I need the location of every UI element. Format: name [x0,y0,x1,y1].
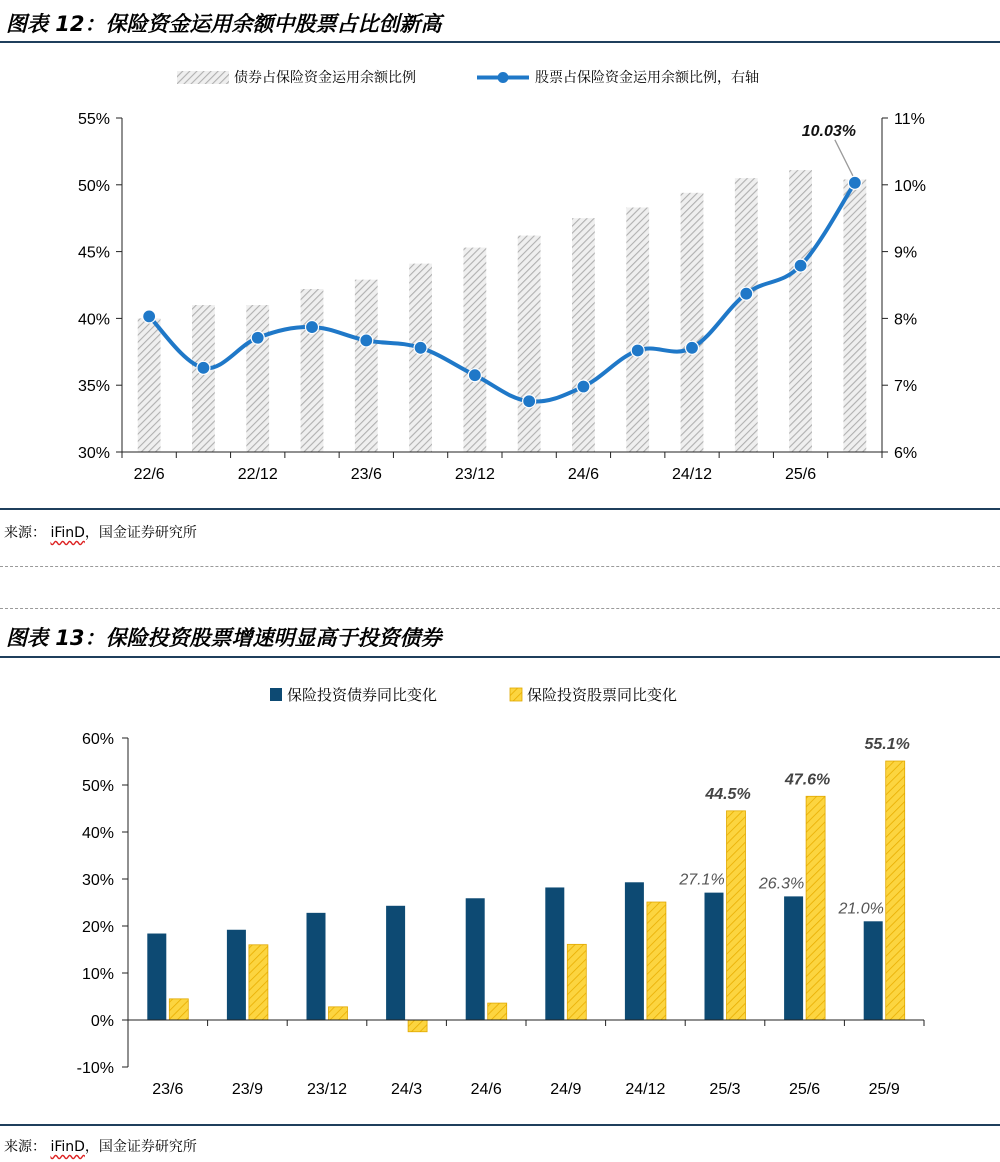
stock-data-label: 44.5% [705,785,751,803]
x-tick-label: 25/3 [709,1081,741,1098]
y-tick-label: 40% [81,825,114,842]
figure2-chart [0,662,1000,1122]
bond-share-bar [463,248,486,452]
x-tick-label: 22/12 [237,466,278,483]
y-right-tick-label: 9% [894,244,918,262]
stock-growth-bar [169,999,188,1020]
bond-data-label: 26.3% [758,875,805,893]
stock-share-point [686,341,699,354]
figure1-chart [0,48,1000,518]
source-ifind: iFinD [50,525,85,541]
bond-growth-bar [625,882,644,1020]
x-tick-label: 25/6 [785,466,817,483]
y-tick-label: 30% [81,872,114,889]
legend-bond-label: 债券占保险资金运用余额比例 [234,70,416,86]
bond-share-bar [192,305,215,452]
legend-bond-swatch [177,71,229,84]
y-tick-label: 10% [81,966,114,983]
x-tick-label: 24/12 [625,1081,666,1098]
bond-share-bar [626,208,649,452]
source-rest: ，国金证券研究所 [84,1139,197,1155]
figure1-source [4,522,197,542]
stock-growth-bar [886,761,905,1020]
bond-share-bar [843,179,866,452]
stock-growth-bar [488,1003,507,1020]
bond-data-label: 27.1% [679,871,725,889]
figure2-top-rule [0,656,1000,658]
source-ifind: iFinD [50,1139,85,1155]
stock-share-point [414,341,427,354]
stock-growth-bar [329,1007,348,1020]
y-left-tick-label: 35% [77,378,110,396]
stock-growth-bar [567,944,586,1020]
bond-share-bar [789,170,812,452]
stock-share-point [794,259,807,272]
stock-growth-bar [647,902,666,1020]
figure1-top-rule [0,41,1000,43]
annotation-leader [835,140,853,176]
figure1-title: 图表 12：保险资金运用余额中股票占比创新高 [6,12,442,36]
legend-stock-label: 股票占保险资金运用余额比例，右轴 [535,70,759,86]
stock-share-point [631,344,644,357]
separator-dashed-1 [0,566,1000,567]
legend-bonds-label: 保险投资债券同比变化 [287,686,438,704]
figure2-source [4,1136,197,1156]
stock-share-point [577,380,590,393]
y-tick-label: 50% [81,778,114,795]
source-prefix: 来源： [4,525,46,541]
bond-growth-bar [147,934,166,1020]
y-left-tick-label: 55% [77,111,110,128]
legend-bonds-swatch [270,688,282,701]
y-left-tick-label: 50% [77,177,110,195]
x-tick-label: 24/6 [470,1081,502,1098]
y-right-tick-label: 8% [894,311,918,329]
stock-share-point [848,176,861,189]
annotation-label: 10.03% [801,122,856,140]
bond-share-bar [301,289,324,452]
legend-stocks-label: 保险投资股票同比变化 [527,686,678,704]
figure2-legend [270,686,677,704]
bond-share-bar [138,318,161,452]
x-tick-label: 22/6 [133,466,165,483]
bond-growth-bar [386,906,405,1020]
x-tick-label: 23/12 [454,466,495,483]
stock-growth-bar [806,796,825,1020]
bond-share-bar [409,264,432,452]
y-right-tick-label: 6% [894,445,918,462]
separator-dashed-2 [0,608,1000,609]
x-tick-label: 23/6 [350,466,382,483]
bond-growth-bar [466,898,485,1020]
x-tick-label: 23/12 [306,1081,348,1098]
y-tick-label: 0% [90,1013,114,1030]
y-left-tick-label: 45% [77,244,110,262]
bond-share-bar [681,193,704,452]
figure1-legend [177,69,759,86]
bond-growth-bar [307,913,326,1020]
x-tick-label: 24/3 [391,1081,423,1098]
stock-growth-bar [408,1020,427,1032]
bond-share-bar [735,178,758,452]
x-tick-label: 25/6 [789,1081,821,1098]
stock-share-point [306,321,319,334]
stock-share-point [360,334,373,347]
x-tick-label: 23/6 [152,1081,184,1098]
stock-data-label: 55.1% [864,736,910,754]
y-tick-label: 60% [81,731,114,748]
bond-share-bar [246,305,269,452]
x-tick-label: 23/9 [231,1081,263,1098]
legend-stock-marker [498,72,509,83]
stock-data-label: 47.6% [784,771,831,789]
y-left-tick-label: 30% [77,445,110,462]
bond-growth-bar [784,896,803,1020]
y-right-tick-label: 7% [894,378,918,396]
stock-share-point [468,369,481,382]
bond-data-label: 21.0% [838,900,884,918]
y-left-tick-label: 40% [77,311,110,329]
stock-share-point [197,361,210,374]
x-tick-label: 25/9 [868,1081,900,1098]
legend-stocks-swatch [510,688,522,701]
x-tick-label: 24/12 [671,466,713,483]
bond-share-bar [572,218,595,452]
bond-growth-bar [705,893,724,1020]
stock-share-point [523,395,536,408]
stock-share-point [740,287,753,300]
source-prefix: 来源： [4,1139,46,1155]
stock-share-point [143,310,156,323]
bond-growth-bar [864,921,883,1020]
bond-growth-bar [227,930,246,1020]
figure2-title: 图表 13：保险投资股票增速明显高于投资债券 [6,626,442,650]
x-tick-label: 24/9 [550,1081,582,1098]
figure1-bottom-rule [0,508,1000,510]
stock-growth-bar [249,945,268,1020]
stock-growth-bar [727,811,746,1020]
y-right-tick-label: 10% [894,177,927,195]
y-tick-label: 20% [81,919,114,936]
bond-growth-bar [545,887,564,1020]
y-right-tick-label: 11% [894,111,925,128]
stock-share-point [251,331,264,344]
bond-share-bar [355,280,378,452]
y-tick-label: -10% [76,1060,114,1077]
figure2-bottom-rule [0,1124,1000,1126]
bond-share-bar [518,236,541,452]
source-rest: ，国金证券研究所 [84,525,197,541]
x-tick-label: 24/6 [567,466,599,483]
